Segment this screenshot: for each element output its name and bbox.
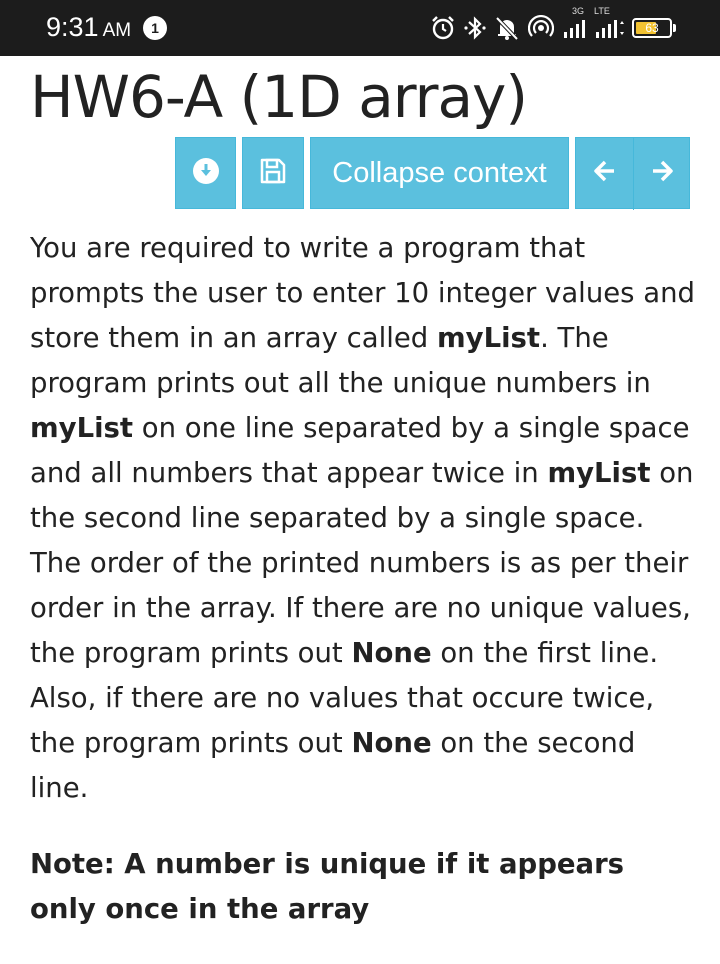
previous-button[interactable] [575,137,633,209]
text-segment: on one line separated by a single space and all numbers that appear twice in [30,412,690,489]
keyword-none: None [351,637,432,669]
clock-time: 9:31 [46,12,99,42]
note-text: Note: A number is unique if it appears only once in the array [30,848,625,925]
variable-name: myList [547,457,651,489]
battery-level: 63 [645,21,659,35]
problem-description [30,226,695,811]
collapse-context-button[interactable]: Collapse context [310,137,569,209]
notification-count-badge: 1 [143,16,167,40]
keyword-none: None [351,727,432,759]
variable-name: myList [437,322,541,354]
page-title: HW6-A (1D array) [30,63,527,131]
problem-paragraph [30,226,695,811]
text-segment: . The program prints out all the unique numbers in [30,322,651,399]
arrow-left-icon [592,158,618,188]
arrow-right-icon [649,158,675,188]
text-segment: on the second line. [30,727,636,804]
battery-cap [673,24,676,32]
bluetooth-icon [464,15,486,41]
download-icon [192,157,220,189]
save-icon [259,157,287,189]
signal-icon [594,6,624,40]
save-button[interactable] [242,137,304,209]
network-type-lte: LTE [594,6,610,16]
clock-ampm: AM [102,20,132,41]
text-segment: on the second line separated by a single space. The order of the printed numbers is as per their order in the array. If there are no unique values, the program prints out [30,457,694,669]
battery-icon [632,18,672,38]
text-segment: on the first line. Also, if there are no values that occure twice, the program prints out [30,637,659,759]
next-button[interactable] [633,137,690,209]
notifications-off-icon [494,15,520,41]
signal-icon [562,6,586,40]
status-bar [0,0,720,56]
status-time [46,12,131,43]
alarm-icon [430,15,456,41]
variable-name: myList [30,412,134,444]
status-icons [430,8,672,48]
download-button[interactable] [175,137,236,209]
hotspot-icon [528,15,554,41]
text-segment: You are required to write a program that prompts the user to enter 10 integer values and store them in an array called [30,232,695,354]
network-type-3g: 3G [572,6,585,16]
